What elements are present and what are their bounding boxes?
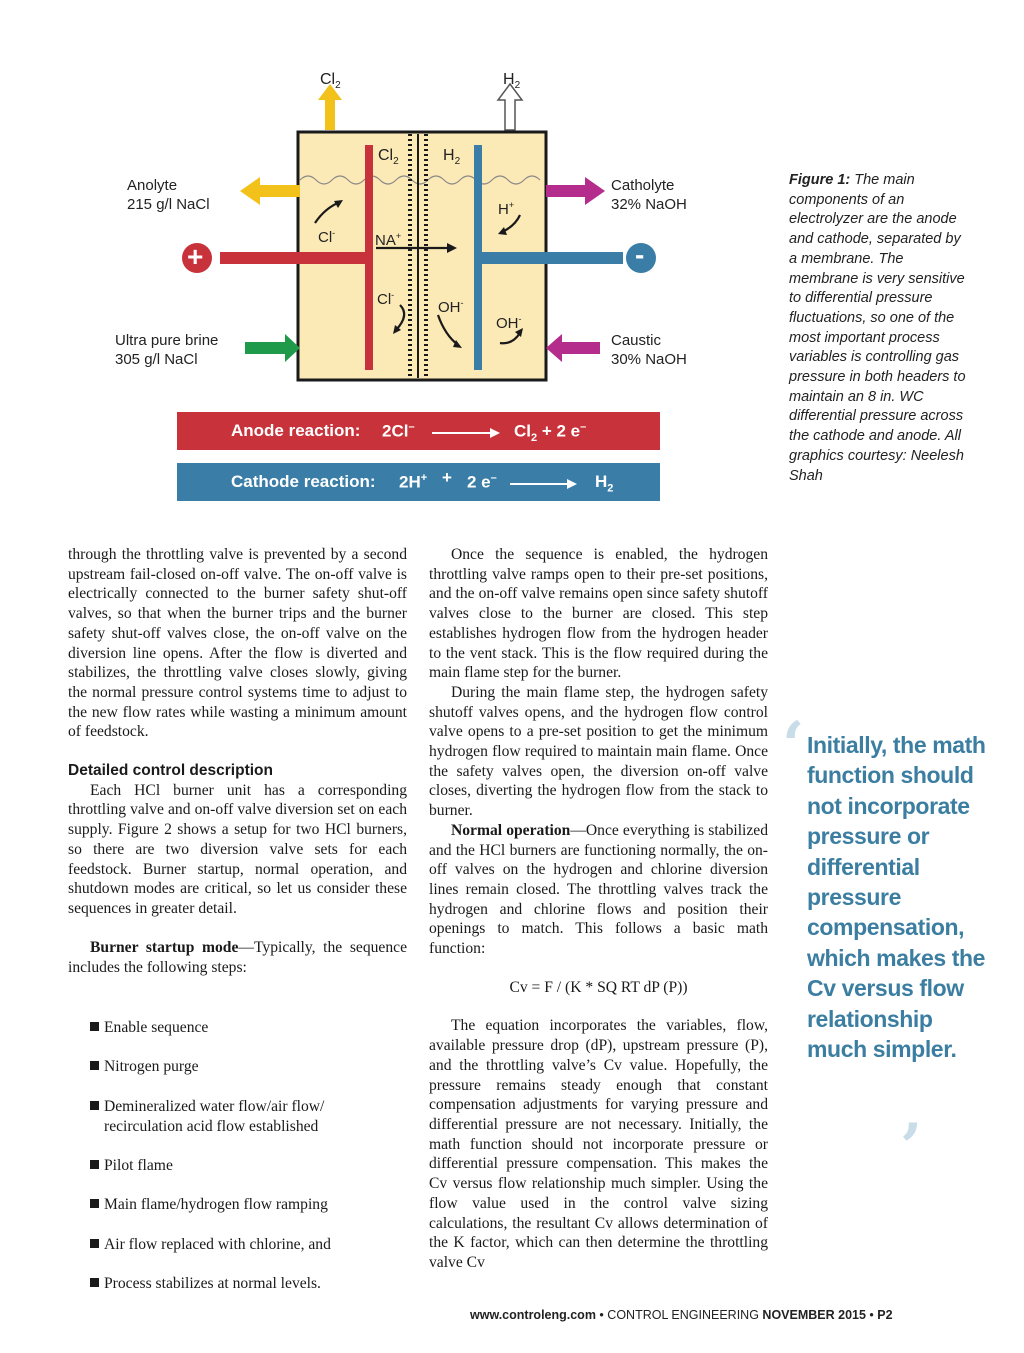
na-ion-label: NA+ — [375, 231, 402, 249]
cl2-inner-label: $Cl_2$ — [378, 147, 399, 168]
caustic-inlet-arrow — [546, 334, 600, 362]
list-item: Main flame/hydrogen flow ramping — [90, 1195, 390, 1215]
anolyte-label: Anolyte 215 g/l NaCl — [127, 177, 210, 213]
col2-paragraph-2: During the main flame step, the hydrogen safety shutoff valves opens, and the hydrogen flow control valve opens to a pre-set position to get the minimum hydrogen flow required to maintain main flame. Once the safety valves open, the diversion on-off valve closes, diverting the hydrogen flow from the stack to burner. — [429, 683, 768, 820]
h2-top-label: $H_2$ — [503, 71, 521, 92]
footer-publication: CONTROL ENGINEERING — [607, 1308, 759, 1322]
column-1 — [68, 545, 407, 978]
anode-lead — [220, 252, 370, 264]
h-ion-label: H+ — [498, 200, 515, 218]
caustic-label: Caustic 30% NaOH — [611, 332, 687, 368]
cathode-reaction: Cathode reaction: 2H+ + 2 e– $H_2$ — [231, 468, 614, 495]
anode-reaction: Anode reaction: 2Cl– $Cl_2 + 2$ e– — [231, 421, 587, 445]
footer-page-number: P2 — [877, 1308, 893, 1322]
col1-paragraph-2: Each HCl burner unit has a corresponding throttling valve and on-off valve diversion set on each supply. Figure 2 shows a setup for two HCl burners, so there are two diversion valve sets for each feedstock. Burner startup, normal operation, and shutdown modes are critical, so let us consider these sequences in greater detail. — [68, 781, 407, 917]
cl2-top-label: $Cl_2$ — [320, 71, 341, 92]
electrolyzer-diagram — [100, 60, 720, 520]
caption-text: The main components of an electrolyzer are the anode and cathode, separated by a membrane. The membrane is very sensitive to differential pressure fluctuations, so one of the most important process variables is controlling gas pressure in both headers to maintain an 8 in. WC differential pressure across the cathode and anode. All graphics courtesy: Neelesh Shah — [789, 172, 966, 484]
figure-caption — [789, 171, 969, 486]
list-item: Nitrogen purge — [90, 1057, 390, 1077]
catholyte-outlet-arrow — [546, 177, 605, 205]
cl-ion-label-1: Cl- — [318, 228, 336, 246]
footer-issue: NOVEMBER 2015 — [762, 1308, 866, 1322]
brine-inlet-arrow — [245, 334, 300, 362]
cl-ion-label-2: Cl- — [377, 290, 395, 308]
list-item: Process stabilizes at normal levels. — [90, 1274, 390, 1294]
col2-paragraph-3: Normal operation—Once everything is stabilized and the HCl burners are functioning normally, the on-off valves on the hydrogen and chlorine diversion lines remain closed. The throttling valves track the hydrogen and chlorine flows and position their openings to match. This follows a basic math function: — [429, 821, 769, 958]
oh-ion-label-2: OH- — [496, 314, 522, 332]
list-item: Pilot flame — [90, 1156, 390, 1176]
column-2 — [429, 545, 768, 1273]
close-quote-icon: ’ — [900, 1110, 923, 1185]
open-quote-icon: ‘ — [782, 708, 805, 783]
pull-quote: Initially, the math function should not incorporate pressure or differential pressure compensation, which makes the Cv versus flow relationship much simpler. — [807, 732, 986, 1063]
electrolyzer-figure — [100, 60, 720, 520]
anolyte-outlet-arrow — [240, 177, 300, 205]
minus-icon: - — [635, 239, 645, 270]
col1-paragraph-3: Burner startup mode—Typically, the sequence includes the following steps: — [68, 939, 407, 977]
col1-paragraph-1: through the throttling valve is prevented by a second upstream fail-closed on-off valve. The on-off valve is electrically connected to the burner safety shut-off valves, so that when the burner trips and the burner safety shut-off valves close, the on-off valve on the diversion line opens. After the flow is diverted and stabilizes, the throttling valve closes slowly, giving the normal pressure control systems time to adjust to the new flow rates while wasting a minimum amount of feedstock. — [68, 546, 407, 741]
catholyte-label: Catholyte 32% NaOH — [611, 177, 687, 213]
brine-label: Ultra pure brine 305 g/l NaCl — [115, 332, 219, 368]
cathode-lead — [478, 252, 623, 264]
h2-inner-label: $H_2$ — [443, 147, 461, 168]
caption-label: Figure 1: — [789, 172, 851, 188]
list-item: Enable sequence — [90, 1018, 390, 1038]
list-item: Demineralized water flow/air flow/ recirculation acid flow established — [90, 1097, 364, 1136]
section-heading: Detailed control description — [68, 762, 273, 780]
footer-site: www.controleng.com — [470, 1308, 596, 1322]
page-footer: www.controleng.com • CONTROL ENGINEERING NOVEMBER 2015 • P2 — [470, 1308, 893, 1322]
col2-paragraph-1: Once the sequence is enabled, the hydrogen throttling valve ramps open to their pre-set positions, and the on-off valve remains open since safety shutoff valves close to the burner are closed. This step establishes hydrogen flow from the hydrogen header to the vent stack. This is the flow required during the main flame step for the burner. — [429, 546, 768, 682]
list-item: Air flow replaced with chlorine, and — [90, 1235, 390, 1255]
col2-paragraph-4: The equation incorporates the variables, flow, available pressure drop (dP), upstream pressure (P), and the throttling valve’s Cv value. Hopefully, the pressure remains steady enough that constant compensation adjustments for varying pressure and differential pressure are not necessary. Initially, the math function should not incorporate pressure or differential pressure compensation. This makes the Cv versus flow relationship much simpler. Using the flow value used in the control valve sizing calculations, the resultant Cv allows determination of the K factor, which can then determine the throttling valve Cv — [429, 1017, 768, 1271]
cv-formula: Cv = F / (K * SQ RT dP (P)) — [509, 978, 688, 996]
oh-ion-label-1: OH- — [438, 298, 464, 316]
plus-icon: + — [187, 241, 204, 272]
